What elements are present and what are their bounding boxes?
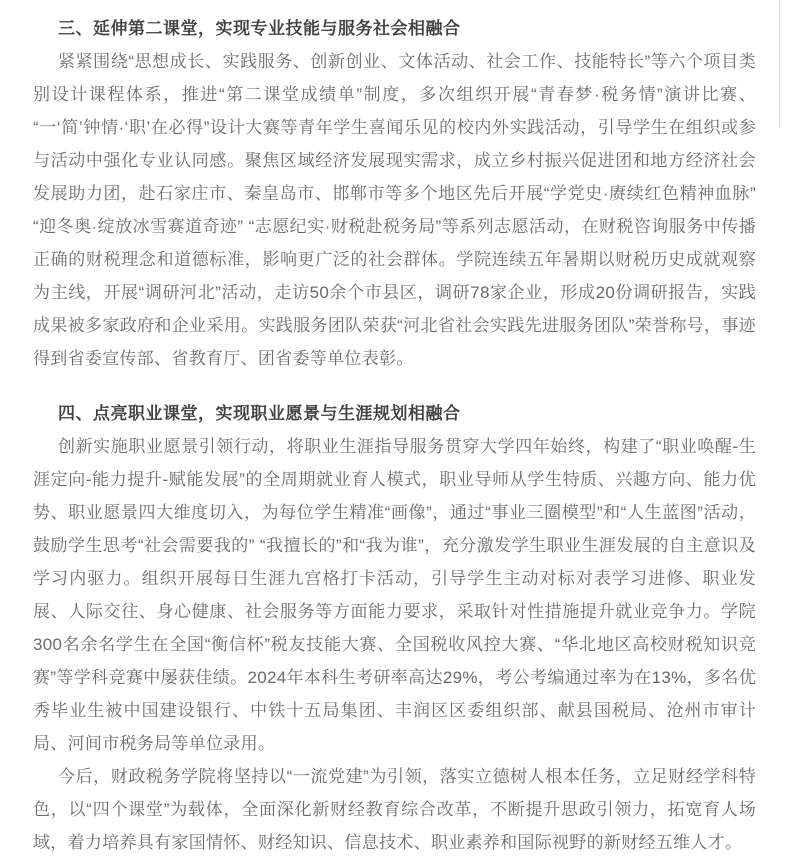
page-edge-line [779, 0, 780, 128]
closing-paragraph: 今后，财政税务学院将坚持以“一流党建”为引领，落实立德树人根本任务，立足财经学科特色，以“四个课堂”为载体，全面深化新财经教育综合改革，不断提升思政引领力，拓宽育人场域，着力培养具有家国情怀、财经知识、信息技术、职业素养和国际视野的新财经五维人才。 [33, 767, 756, 852]
section-3-heading: 三、延伸第二课堂，实现专业技能与服务社会相融合 [58, 19, 461, 38]
section-3-paragraph: 紧紧围绕“思想成长、实践服务、创新创业、文体活动、社会工作、技能特长”等六个项目类别设计课程体系，推进“第二课堂成绩单”制度，多次组织开展“青春梦·税务情”演讲比赛、“一‘简’钟情·‘职’在必得”设计大赛等青年学生喜闻乐见的校内外实践活动，引导学生在组织或参与活动中强化专业认同感。聚焦区域经济发展现实需求，成立乡村振兴促进团和地方经济社会发展助力团，赴石家庄市、秦皇岛市、邯郸市等多个地区先后开展“学党史·赓续红色精神血脉” “迎冬奥·绽放冰雪赛道奇迹” “志愿纪实·财税赴税务局”等系列志愿活动，在财税咨询服务中传播正确的财税理念和道德标准，影响更广泛的社会群体。学院连续五年暑期以财税历史成就观察为主线，开展“调研河北”活动，走访50余个市县区，调研78家企业，形成20份调研报告，实践成果被多家政府和企业采用。实践服务团队荣获“河北省社会实践先进服务团队”荣誉称号，事迹得到省委宣传部、省教育厅、团省委等单位表彰。 [33, 52, 756, 368]
section-4-heading: 四、点亮职业课堂，实现职业愿景与生涯规划相融合 [58, 404, 461, 423]
section-4-paragraph: 创新实施职业愿景引领行动，将职业生涯指导服务贯穿大学四年始终，构建了“职业唤醒-生涯定向-能力提升-赋能发展”的全周期就业育人模式，职业导师从学生特质、兴趣方向、能力优势、职业愿景四大维度切入，为每位学生精准“画像”，通过“事业三圈模型”和“人生蓝图”活动，鼓励学生思考“社会需要我的” “我擅长的”和“我为谁”，充分激发学生职业生涯发展的自主意识及学习内驱力。组织开展每日生涯九宫格打卡活动，引导学生主动对标对表学习进修、职业发展、人际交往、身心健康、社会服务等方面能力要求，采取针对性措施提升就业竞争力。学院300名余名学生在全国“衡信杯”税友技能大赛、全国税收风控大赛、“华北地区高校财税知识竞赛”等学科竞赛中屡获佳绩。2024年本科生考研率高达29%，考公考编通过率为在13%，多名优秀毕业生被中国建设银行、中铁十五局集团、丰润区区委组织部、献县国税局、沧州市审计局、河间市税务局等单位录用。 [33, 437, 756, 753]
